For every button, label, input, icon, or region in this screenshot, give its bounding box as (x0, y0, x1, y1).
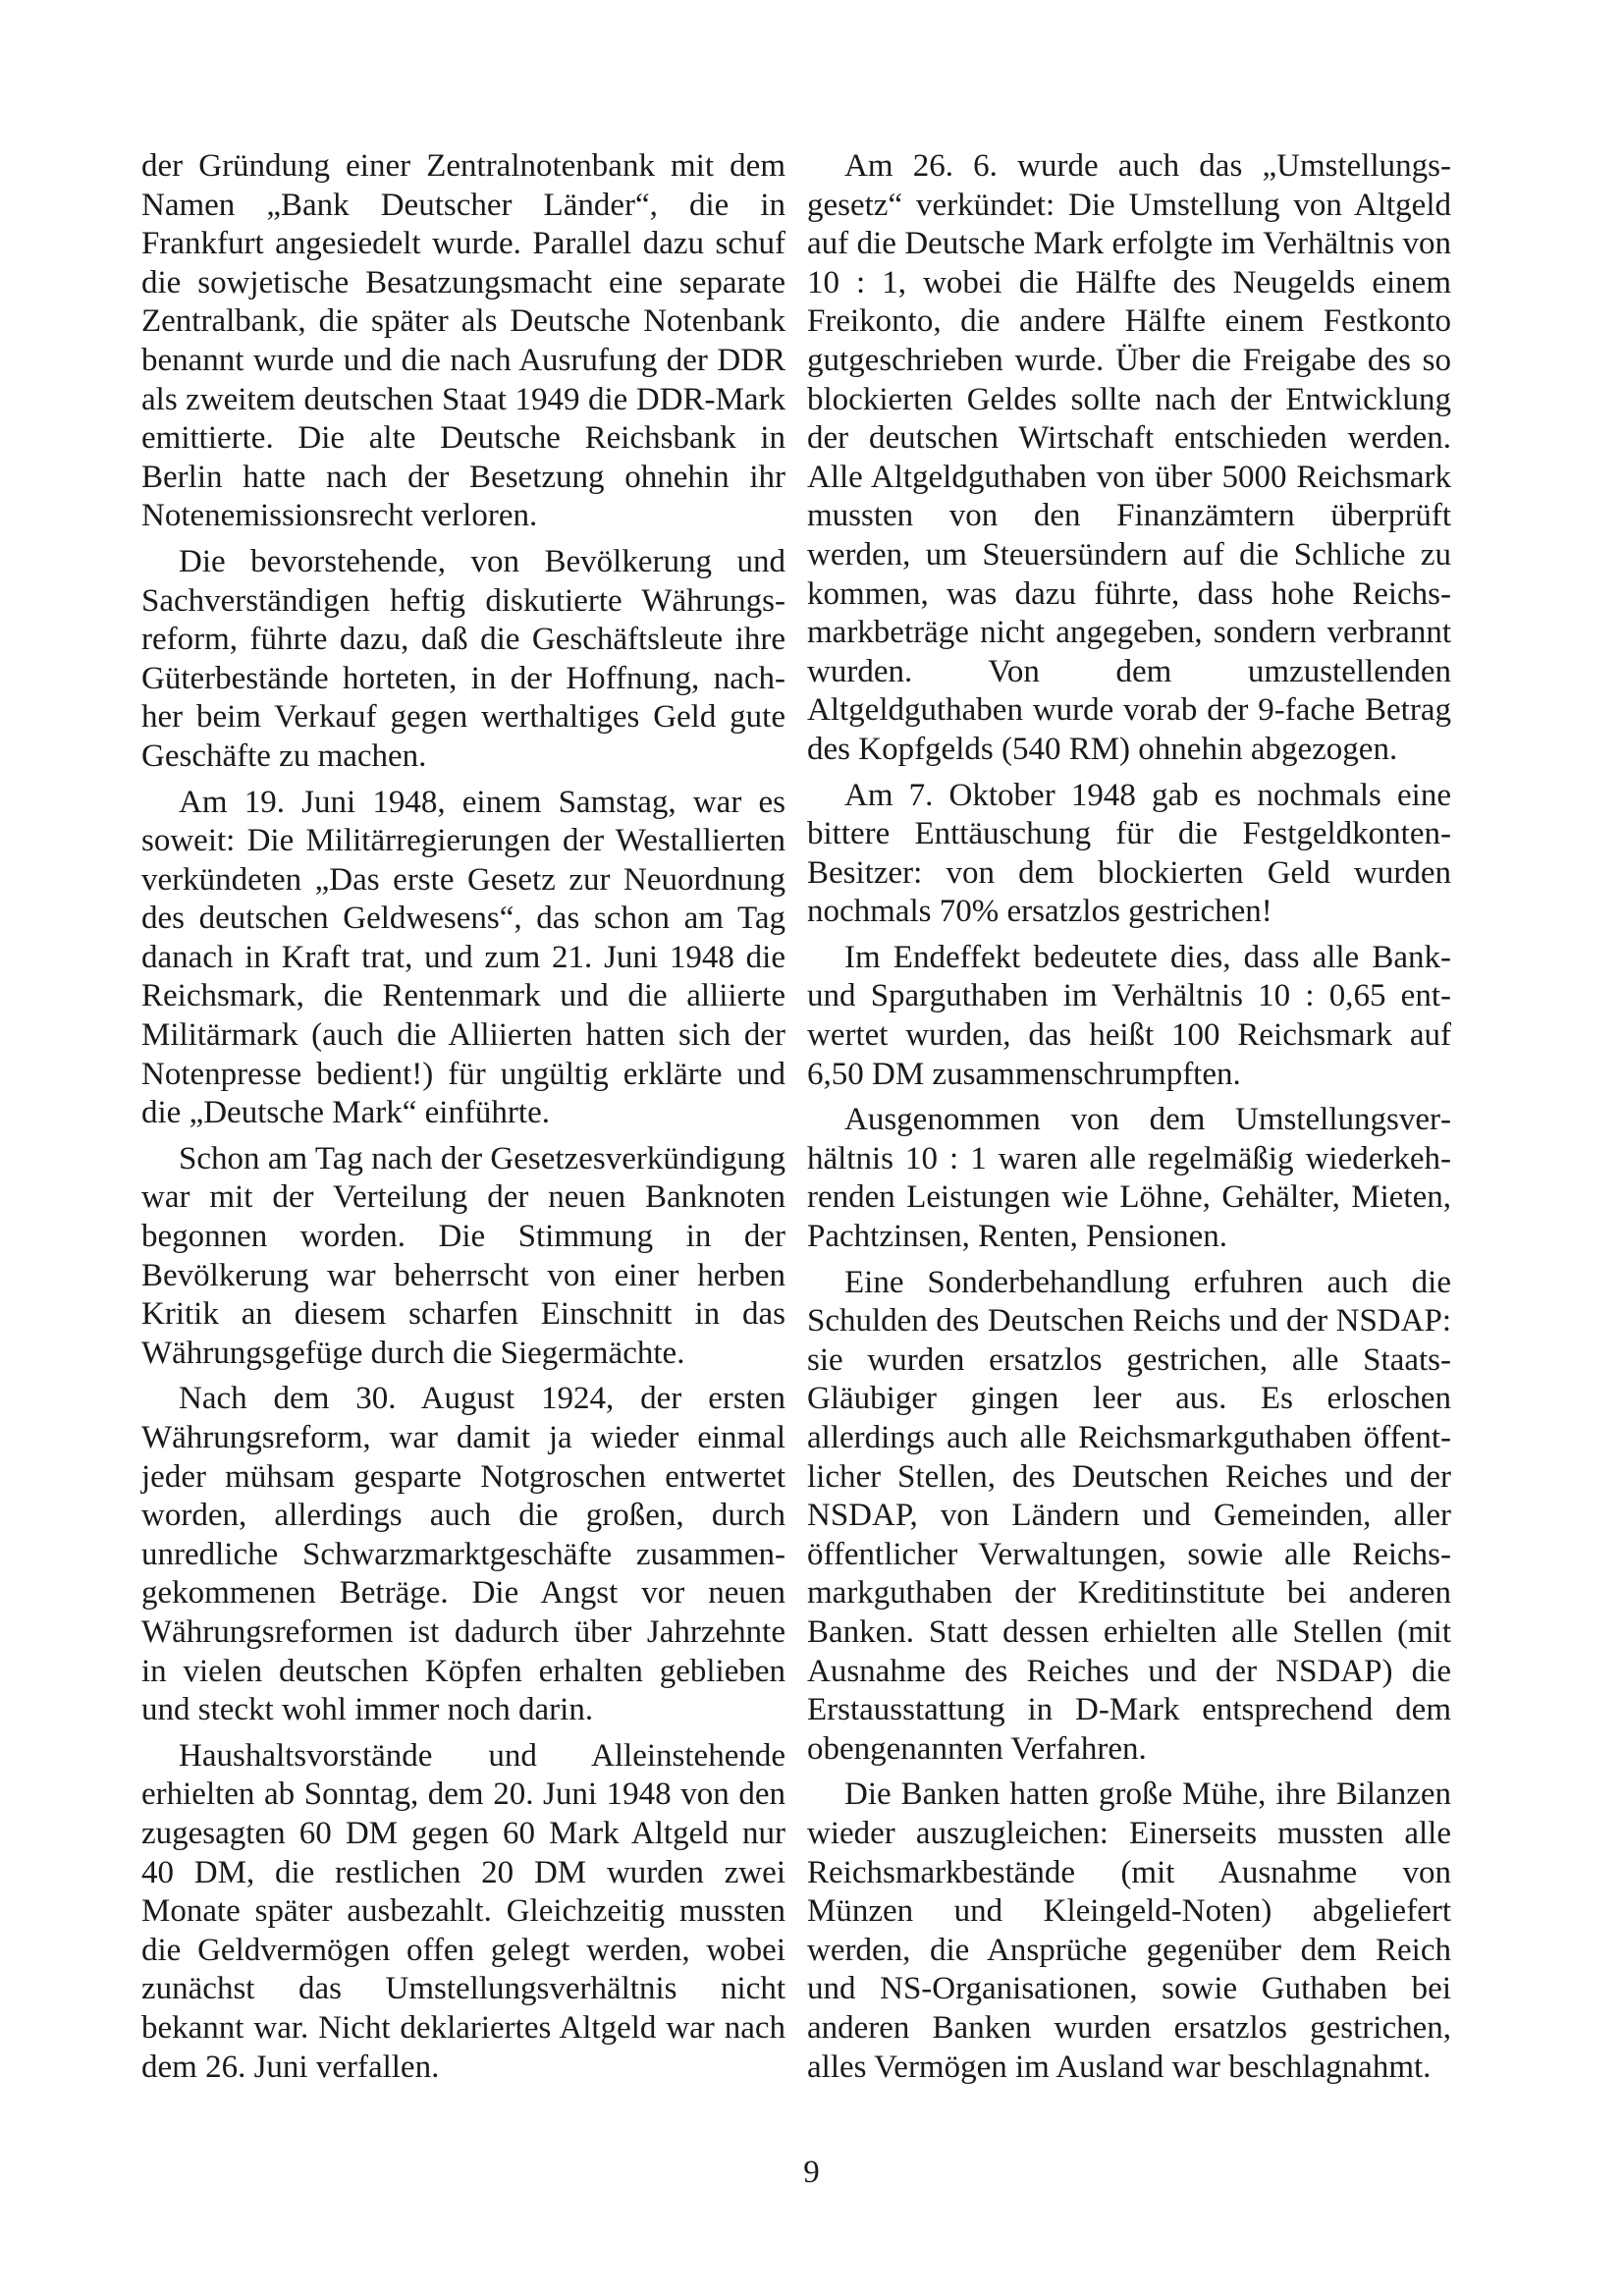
right-text-column (807, 147, 1451, 2094)
paragraph: Am 26. 6. wurde auch das „Umstellungsgesetz“ verkündet: Die Umstellung von Altgeld auf die Deutsche Mark erfolgte im Verhältnis von 10 : 1, wobei die Hälfte des Neugelds einem Freikonto, die andere Hälfte einem Festkonto gutgeschrieben wurde. Über die Freigabe des so blockierten Geldes sollte nach der Entwicklung der deutschen Wirtschaft entschieden werden. Alle Altgeldguthaben von über 5000 Reichsmark mussten von den Finanzämtern überprüft werden, um Steuersündern auf die Schliche zu kommen, was dazu führte, dass hohe Reichsmarkbeträge nicht angegeben, sondern verbrannt wurden. Von dem umzustellenden Altgeldguthaben wurde vorab der 9-fache Betrag des Kopfgelds (540 RM) ohnehin abgezogen. (807, 148, 1451, 767)
paragraph: Nach dem 30. August 1924, der ersten Währungsreform, war damit ja wieder einmal jeder mühsam gesparte Notgroschen entwertet worden, allerdings auch die großen, durch unredliche Schwarzmarktgeschäfte zusammengekommenen Beträge. Die Angst vor neuen Währungsreformen ist dadurch über Jahrzehnte in vielen deutschen Köpfen erhalten geblieben und steckt wohl immer noch darin. (141, 1381, 785, 1728)
paragraph: der Gründung einer Zentralnotenbank mit dem Namen „Bank Deutscher Länder“, die in Frankfurt angesiedelt wurde. Parallel dazu schuf die sowjetische Besatzungsmacht eine separate Zentralbank, die später als Deutsche Notenbank benannt wurde und die nach Ausrufung der DDR als zweitem deutschen Staat 1949 die DDR-Mark emittierte. Die alte Deutsche Reichsbank in Berlin hatte nach der Besetzung ohnehin ihr Notenemissionsrecht verloren. (141, 148, 785, 534)
paragraph: Schon am Tag nach der Gesetzesverkündigung war mit der Verteilung der neuen Banknoten begonnen worden. Die Stimmung in der Bevölkerung war beherrscht von einer herben Kritik an diesem scharfen Einschnitt in das Währungsgefüge durch die Siegermächte. (141, 1140, 785, 1371)
paragraph: Die Banken hatten große Mühe, ihre Bilanzen wieder auszugleichen: Einerseits mussten alle Reichsmarkbestände (mit Ausnahme von Münzen und Kleingeld-Noten) abgeliefert werden, die Ansprüche gegenüber dem Reich und NS-Organisationen, sowie Guthaben bei anderen Banken wurden ersatzlos gestrichen, alles Vermögen im Ausland war beschlagnahmt. (807, 1777, 1451, 2085)
paragraph: Eine Sonderbehandlung erfuhren auch die Schulden des Deutschen Reichs und der NSDAP: sie wurden ersatzlos gestrichen, alle Staats-Gläubiger gingen leer aus. Es erloschen allerdings auch alle Reichsmarkguthaben öffentlicher Stellen, des Deutschen Reiches und der NSDAP, von Ländern und Gemeinden, aller öffentlicher Verwaltungen, sowie alle Reichsmarkguthaben der Kreditinstitute bei anderen Banken. Statt dessen erhielten alle Stellen (mit Ausnahme des Reiches und der NSDAP) die Erstausstattung in D-Mark entsprechend dem obengenannten Verfahren. (807, 1264, 1451, 1767)
paragraph: Am 19. Juni 1948, einem Samstag, war es soweit: Die Militärregierungen der Westallierten verkündeten „Das erste Gesetz zur Neuordnung des deutschen Geldwesens“, das schon am Tag danach in Kraft trat, und zum 21. Juni 1948 die Reichsmark, die Rentenmark und die alliierte Militärmark (auch die Alliierten hatten sich der Notenpresse bedient!) für ungültig erklärte und die „Deutsche Mark“ einführte. (141, 784, 785, 1131)
paragraph: Ausgenommen von dem Umstellungsverhältnis 10 : 1 waren alle regelmäßig wiederkehrenden Leistungen wie Löhne, Gehälter, Mieten, Pachtzinsen, Renten, Pensionen. (807, 1102, 1451, 1255)
paragraph: Im Endeffekt bedeutete dies, dass alle Bank- und Sparguthaben im Verhältnis 10 : 0,65 entwertet wurden, das heißt 100 Reichsmark auf 6,50 DM zusammenschrumpften. (807, 939, 1451, 1092)
paragraph: Am 7. Oktober 1948 gab es nochmals eine bittere Enttäuschung für die Festgeldkonten-Besitzer: von dem blockierten Geld wurden nochmals 70% ersatzlos gestrichen! (807, 777, 1451, 930)
paragraph: Die bevorstehende, von Bevölkerung und Sachverständigen heftig diskutierte Währungsreform, führte dazu, daß die Geschäftsleute ihre Güterbestände horteten, in der Hoffnung, nachher beim Verkauf gegen werthaltiges Geld gute Geschäfte zu machen. (141, 543, 785, 774)
left-text-column (141, 147, 785, 2094)
page-number: 9 (803, 2155, 820, 2190)
paragraph: Haushaltsvorstände und Alleinstehende erhielten ab Sonntag, dem 20. Juni 1948 von den zugesagten 60 DM gegen 60 Mark Altgeld nur 40 DM, die restlichen 20 DM wurden zwei Monate später ausbezahlt. Gleichzeitig mussten die Geldvermögen offen gelegt werden, wobei zunächst das Umstellungsverhältnis nicht bekannt war. Nicht deklariertes Altgeld war nach dem 26. Juni verfallen. (141, 1737, 785, 2085)
